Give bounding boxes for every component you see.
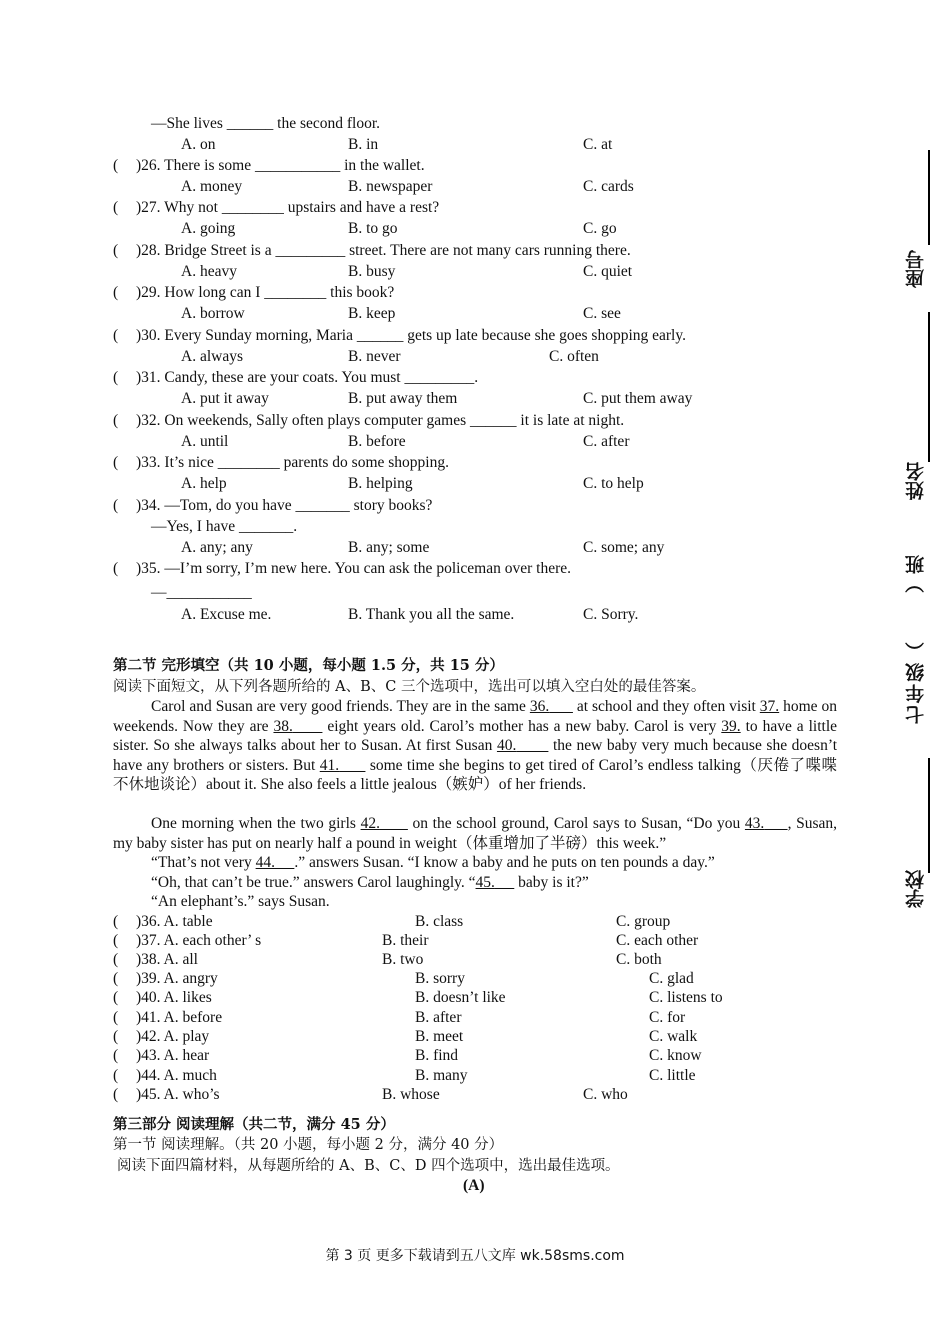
section-heading: 第三部分 阅读理解（共二节，满分 45 分） — [113, 1116, 395, 1133]
section-subheading: 第一节 阅读理解。（共 20 小题，每小题 2 分，满分 40 分） — [113, 1137, 504, 1153]
blank-45: 45. — [475, 874, 495, 891]
answer-paren: ( — [113, 454, 119, 471]
cloze-option-b: B. find — [415, 1047, 459, 1064]
section-instruction: 阅读下面四篇材料，从每题所给的 A、B、C、D 四个选项中，选出最佳选项。 — [117, 1158, 620, 1174]
answer-paren: ( — [113, 157, 119, 174]
option-a: A. help — [181, 475, 227, 492]
cloze-option-c: C. walk — [649, 1028, 698, 1045]
question-stem: )28. Bridge Street is a _________ street. There are not many cars running there. — [136, 242, 631, 259]
blank-38: 38. — [273, 717, 293, 735]
answer-paren: ( — [113, 989, 119, 1006]
option-c: C. see — [583, 305, 621, 322]
option-b: B. newspaper — [348, 178, 433, 195]
cloze-option-b: B. their — [382, 932, 429, 949]
answer-paren: ( — [113, 1028, 119, 1045]
question-stem: )27. Why not ________ upstairs and have a rest? — [136, 199, 440, 216]
option-c: C. Sorry. — [583, 606, 639, 623]
name-line — [928, 312, 930, 462]
cloze-option-b: B. many — [415, 1067, 468, 1084]
cloze-option-c: C. little — [649, 1067, 696, 1084]
answer-paren: ( — [113, 1067, 119, 1084]
option-b: B. busy — [348, 263, 396, 280]
question-stem: )30. Every Sunday morning, Maria ______ gets up late because she goes shopping early. — [136, 327, 686, 344]
answer-paren: ( — [113, 369, 119, 386]
option-a: A. put it away — [181, 390, 269, 407]
blank-36: 36. — [529, 698, 550, 715]
cloze-option-b: B. sorry — [415, 970, 465, 987]
option-c: C. after — [583, 433, 630, 450]
question-continuation: —Yes, I have _______. — [151, 518, 298, 535]
option-a: A. borrow — [181, 305, 245, 322]
cloze-option-b: B. after — [415, 1009, 462, 1026]
class-label: ）班 — [905, 555, 927, 593]
answer-paren: ( — [113, 951, 119, 968]
cloze-option-a: )41. A. before — [136, 1009, 223, 1026]
cloze-option-c: C. group — [616, 913, 671, 930]
q25-continuation: —She lives ______ the second floor. — [151, 115, 381, 132]
option-a: A. going — [181, 220, 236, 237]
cloze-option-a: )45. A. who’s — [136, 1086, 220, 1103]
seat-label: 座号 — [905, 250, 927, 288]
option-c: C. to help — [583, 475, 644, 492]
blank-43: 43. — [744, 815, 765, 832]
cloze-option-a: )40. A. likes — [136, 989, 212, 1006]
answer-paren: ( — [113, 1009, 119, 1026]
option-a: A. Excuse me. — [181, 606, 272, 623]
option-b: B. any; some — [348, 539, 430, 556]
option-a: A. always — [181, 348, 243, 365]
q25-option-b: B. in — [348, 136, 379, 153]
cloze-option-b: B. whose — [382, 1086, 440, 1103]
cloze-option-b: B. two — [382, 951, 424, 968]
cloze-option-a: )44. A. much — [136, 1067, 217, 1084]
cloze-option-c: C. glad — [649, 970, 694, 987]
question-stem: )32. On weekends, Sally often plays computer games ______ it is late at night. — [136, 412, 625, 429]
option-c: C. some; any — [583, 539, 665, 556]
option-b: B. helping — [348, 475, 413, 492]
cloze-option-a: )38. A. all — [136, 951, 198, 968]
cloze-option-a: )36. A. table — [136, 913, 213, 930]
answer-paren: ( — [113, 932, 119, 949]
answer-paren: ( — [113, 913, 119, 930]
question-continuation: —___________ — [151, 584, 252, 601]
answer-paren: ( — [113, 327, 119, 344]
option-b: B. never — [348, 348, 401, 365]
question-stem: )29. How long can I ________ this book? — [136, 284, 395, 301]
question-stem: )31. Candy, these are your coats. You must _________. — [136, 369, 479, 386]
option-c: C. put them away — [583, 390, 693, 407]
option-a: A. any; any — [181, 539, 253, 556]
cloze-paragraph-1: Carol and Susan are very good friends. They are in the same 36. at school and they often visit 37. home on weekends. Now they are 38. eight years old. Carol’s mother has a new baby. Carol is very 39. to have a little sister. So she always talks about her to Susan. At first Susan 40. the new baby very much because she doesn’t have any brothers or sisters. But 41. some time she begins to get tired of Carol’s endless talking（厌倦了喋喋不休地谈论）about it. She also feels a little jealous（嫉妒）of her friends. — [113, 698, 838, 793]
option-c: C. cards — [583, 178, 634, 195]
cloze-option-b: B. doesn’t like — [415, 989, 506, 1006]
grade-label: 七年级（ — [905, 640, 927, 724]
cloze-option-c: C. both — [616, 951, 662, 968]
cloze-paragraph-4: “Oh, that can’t be true.” answers Carol laughingly. “45. baby is it?” — [151, 874, 589, 891]
cloze-paragraph-2: One morning when the two girls 42. on the school ground, Carol says to Susan, “Do you 43. , Susan, my baby sister has put on nearly half a pound in weight（体重增加了半磅）this week.” — [113, 815, 837, 852]
seat-line — [928, 150, 930, 245]
answer-paren: ( — [113, 970, 119, 987]
blank-40: 40. — [496, 737, 517, 754]
page-footer: 第 3 页 更多下载请到五八文库 wk.58sms.com — [325, 1248, 625, 1264]
cloze-option-b: B. class — [415, 913, 464, 930]
question-stem: )35. —I’m sorry, I’m new here. You can ask the policeman over there. — [136, 560, 572, 577]
blank-41: 41. — [319, 756, 340, 774]
cloze-option-c: C. know — [649, 1047, 702, 1064]
passage-label: (A) — [463, 1177, 485, 1194]
option-b: B. put away them — [348, 390, 458, 407]
section-heading: 第二节 完形填空（共 10 小题，每小题 1.5 分，共 15 分） — [113, 657, 504, 674]
question-stem: )34. —Tom, do you have _______ story books? — [136, 497, 433, 514]
cloze-option-c: C. each other — [616, 932, 699, 949]
option-a: A. heavy — [181, 263, 237, 280]
answer-paren: ( — [113, 242, 119, 259]
cloze-option-a: )39. A. angry — [136, 970, 218, 987]
option-b: B. keep — [348, 305, 396, 322]
answer-paren: ( — [113, 560, 119, 577]
answer-paren: ( — [113, 284, 119, 301]
option-b: B. to go — [348, 220, 398, 237]
cloze-option-a: )43. A. hear — [136, 1047, 210, 1064]
cloze-option-a: )37. A. each other’ s — [136, 932, 262, 949]
cloze-paragraph-3: “That’s not very 44. .” answers Susan. “I know a baby and he puts on ten pounds a day.” — [151, 854, 715, 871]
option-c: C. go — [583, 220, 617, 237]
blank-44: 44. — [255, 854, 275, 871]
cloze-option-b: B. meet — [415, 1028, 464, 1045]
question-stem: )33. It’s nice ________ parents do some shopping. — [136, 454, 449, 471]
answer-paren: ( — [113, 1086, 119, 1103]
cloze-option-c: C. who — [583, 1086, 628, 1103]
option-a: A. until — [181, 433, 229, 450]
cloze-option-c: C. listens to — [649, 989, 723, 1006]
school-label: 学校 — [905, 870, 927, 908]
q25-option-c: C. at — [583, 136, 613, 153]
blank-42: 42. — [360, 815, 380, 832]
option-b: B. Thank you all the same. — [348, 606, 515, 623]
option-c: C. often — [549, 348, 599, 365]
section-instruction: 阅读下面短文，从下列各题所给的 A、B、C 三个选项中，选出可以填入空白处的最佳答案。 — [113, 679, 706, 695]
q25-option-a: A. on — [181, 136, 216, 153]
name-label: 姓名 — [905, 462, 927, 500]
answer-paren: ( — [113, 1047, 119, 1064]
cloze-option-a: )42. A. play — [136, 1028, 210, 1045]
answer-paren: ( — [113, 199, 119, 216]
question-stem: )26. There is some ___________ in the wallet. — [136, 157, 425, 174]
option-a: A. money — [181, 178, 243, 195]
option-c: C. quiet — [583, 263, 633, 280]
answer-paren: ( — [113, 497, 119, 514]
school-line — [928, 758, 930, 873]
blank-37: 37. — [759, 698, 780, 715]
cloze-paragraph-5: “An elephant’s.” says Susan. — [151, 893, 330, 910]
answer-paren: ( — [113, 412, 119, 429]
option-b: B. before — [348, 433, 406, 450]
blank-39: 39. — [721, 717, 741, 735]
cloze-option-c: C. for — [649, 1009, 686, 1026]
